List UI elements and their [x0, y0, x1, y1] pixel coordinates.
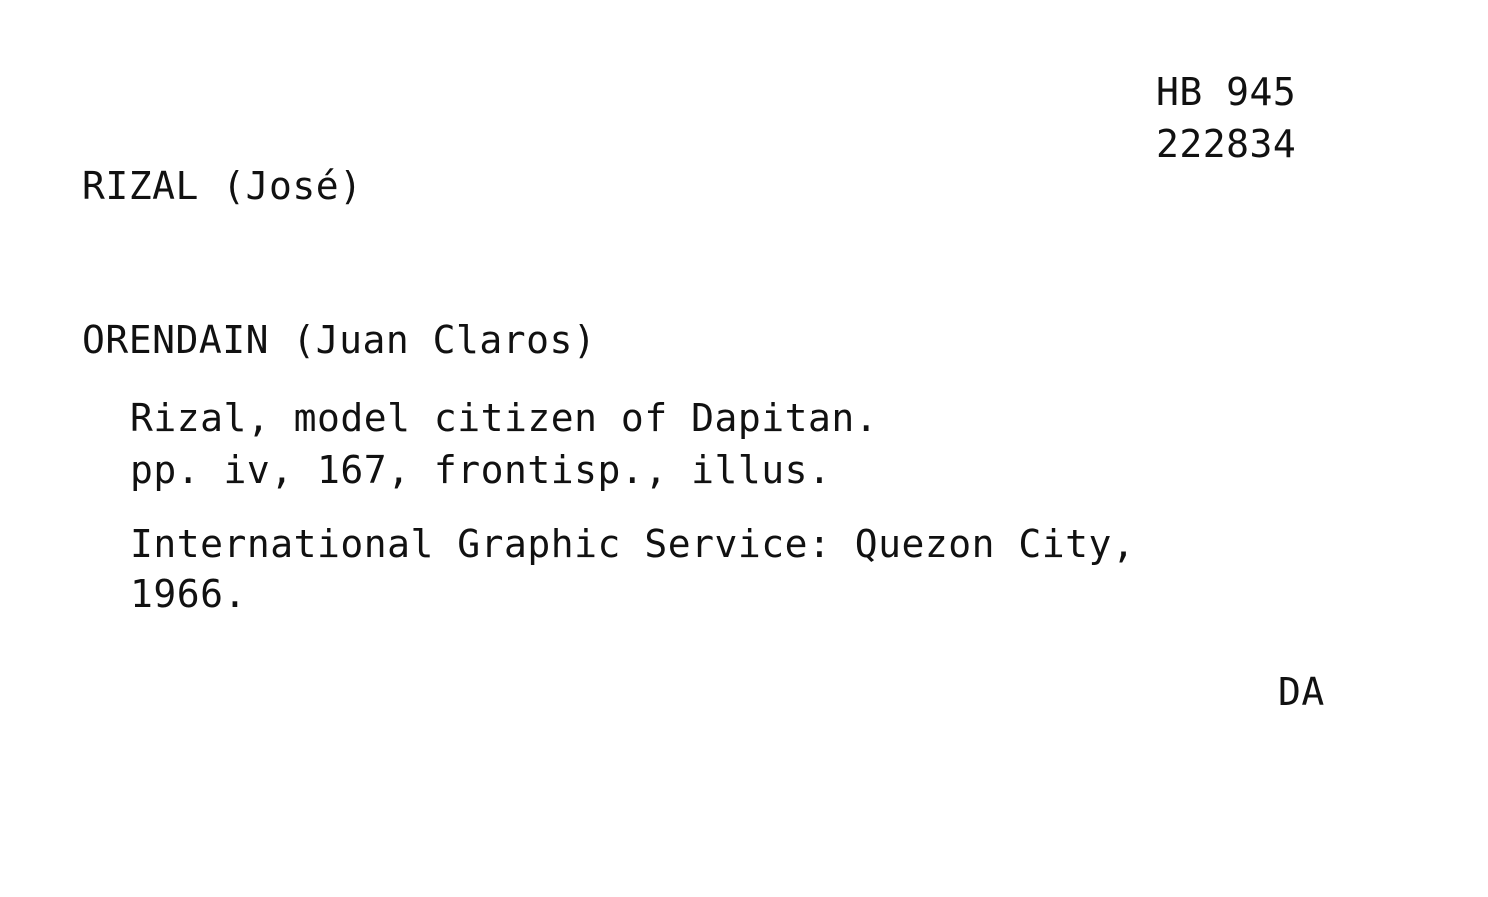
- shelf-mark-line-2: 222834: [1156, 122, 1297, 166]
- imprint-line-2: 1966.: [130, 572, 247, 616]
- cataloger-initials: DA: [1278, 670, 1325, 714]
- shelf-mark-line-1: HB 945: [1156, 70, 1297, 114]
- subject-heading: RIZAL (José): [82, 164, 363, 208]
- book-title: Rizal, model citizen of Dapitan.: [130, 396, 879, 440]
- author-heading: ORENDAIN (Juan Claros): [82, 318, 597, 362]
- collation: pp. iv, 167, frontisp., illus.: [130, 448, 832, 492]
- imprint-line-1: International Graphic Service: Quezon City,: [130, 522, 1136, 566]
